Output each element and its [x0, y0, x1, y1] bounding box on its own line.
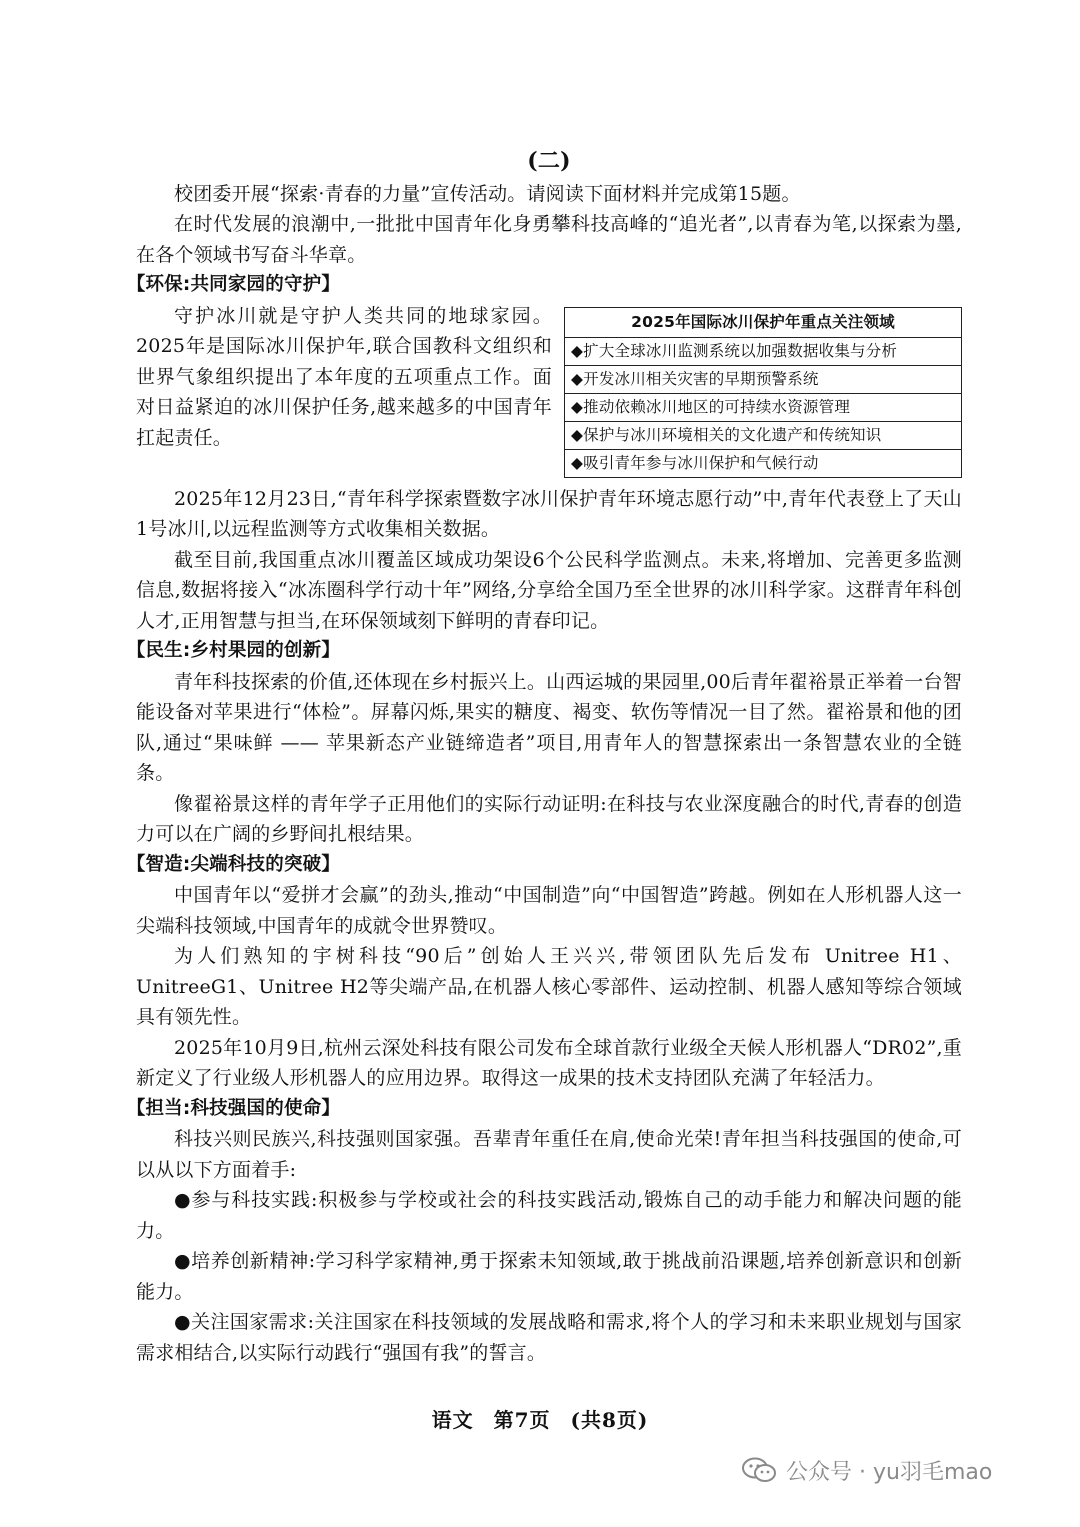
box-item: ◆扩大全球冰川监测系统以加强数据收集与分析	[565, 338, 961, 366]
section-title: (二)	[527, 148, 571, 174]
bullet-paragraph: ●培养创新精神:学习科学家精神,勇于探索未知领域,敢于挑战前沿课题,培养创新意识和创新能力。	[136, 1250, 962, 1303]
bullet-paragraph: ●参与科技实践:积极参与学校或社会的科技实践活动,锻炼自己的动手能力和解决问题的能力。	[136, 1189, 962, 1242]
paragraph: 为人们熟知的宇树科技“90后”创始人王兴兴,带领团队先后发布 Unitree H1、UnitreeG1、Unitree H2等尖端产品,在机器人核心零部件、运动控制、机器人感知等综合领域具有领先性。	[136, 945, 962, 1028]
watermark	[742, 1450, 992, 1490]
content-area	[126, 146, 962, 1368]
paragraph: 2025年10月9日,杭州云深处科技有限公司发布全球首款行业级全天候人形机器人“DR02”,重新定义了行业级人形机器人的应用边界。取得这一成果的技术支持团队充满了年轻活力。	[136, 1036, 962, 1089]
paragraph: 中国青年以“爱拼才会赢”的劲头,推动“中国制造”向“中国智造”跨越。例如在人形机器人这一尖端科技领域,中国青年的成就令世界赞叹。	[136, 884, 962, 937]
page-footer	[0, 1404, 1080, 1433]
glacier-focus-box	[564, 307, 962, 478]
environment-block	[136, 301, 962, 484]
paragraph: 青年科技探索的价值,还体现在乡村振兴上。山西运城的果园里,00后青年翟裕景正举着一台智能设备对苹果进行“体检”。屏幕闪烁,果实的糖度、褐变、软伤等情况一目了然。翟裕景和他的团队,通过“果味鲜 —— 苹果新态产业链缔造者”项目,用青年人的智慧探索出一条智慧农业的全链条。	[136, 670, 962, 784]
paragraph: 像翟裕景这样的青年学子正用他们的实际行动证明:在科技与农业深度融合的时代,青春的创造力可以在广阔的乡野间扎根结果。	[136, 792, 962, 845]
paragraph: 守护冰川就是守护人类共同的地球家园。2025年是国际冰川保护年,联合国教科文组织和世界气象组织提出了本年度的五项重点工作。面对日益紧迫的冰川保护任务,越来越多的中国青年扛起责任。	[136, 304, 552, 449]
box-item: ◆保护与冰川环境相关的文化遗产和传统知识	[565, 422, 961, 450]
section-heading-environment: 【环保:共同家园的守护】	[126, 274, 341, 295]
intro-paragraph: 校团委开展“探索·青春的力量”宣传活动。请阅读下面材料并完成第15题。	[174, 182, 801, 205]
lead-paragraph: 在时代发展的浪潮中,一批批中国青年化身勇攀科技高峰的“追光者”,以青春为笔,以探索为墨,在各个领域书写奋斗华章。	[136, 213, 962, 266]
paragraph: 2025年12月23日,“青年科学探索暨数字冰川保护青年环境志愿行动”中,青年代表登上了天山1号冰川,以远程监测等方式收集相关数据。	[136, 487, 962, 540]
box-item: ◆推动依赖冰川地区的可持续水资源管理	[565, 394, 961, 422]
box-item: ◆吸引青年参与冰川保护和气候行动	[571, 453, 819, 472]
watermark-text: 公众号 · yu羽毛mao	[786, 1459, 993, 1485]
footer-subject: 语文	[431, 1408, 474, 1432]
section-heading-livelihood: 【民生:乡村果园的创新】	[126, 640, 341, 661]
section-heading-mission: 【担当:科技强国的使命】	[126, 1097, 341, 1119]
paragraph: 科技兴则民族兴,科技强则国家强。吾辈青年重任在肩,使命光荣!青年担当科技强国的使命,可以从以下方面着手:	[136, 1128, 962, 1181]
footer-page-number: 第7页	[493, 1408, 551, 1432]
footer-total-pages: (共8页)	[570, 1408, 649, 1432]
box-item: ◆开发冰川相关灾害的早期预警系统	[565, 366, 961, 394]
wechat-official-account-icon	[742, 1457, 776, 1483]
section-heading-manufacturing: 【智造:尖端科技的突破】	[126, 853, 341, 875]
paragraph: 截至目前,我国重点冰川覆盖区域成功架设6个公民科学监测点。未来,将增加、完善更多监测信息,数据将接入“冰冻圈科学行动十年”网络,分享给全国乃至全世界的冰川科学家。这群青年科创人才,正用智慧与担当,在环保领域刻下鲜明的青春印记。	[136, 548, 962, 632]
box-title: 2025年国际冰川保护年重点关注领域	[565, 308, 961, 338]
bullet-paragraph: ●关注国家需求:关注国家在科技领域的发展战略和需求,将个人的学习和未来职业规划与国家需求相结合,以实际行动践行“强国有我”的誓言。	[136, 1311, 962, 1364]
